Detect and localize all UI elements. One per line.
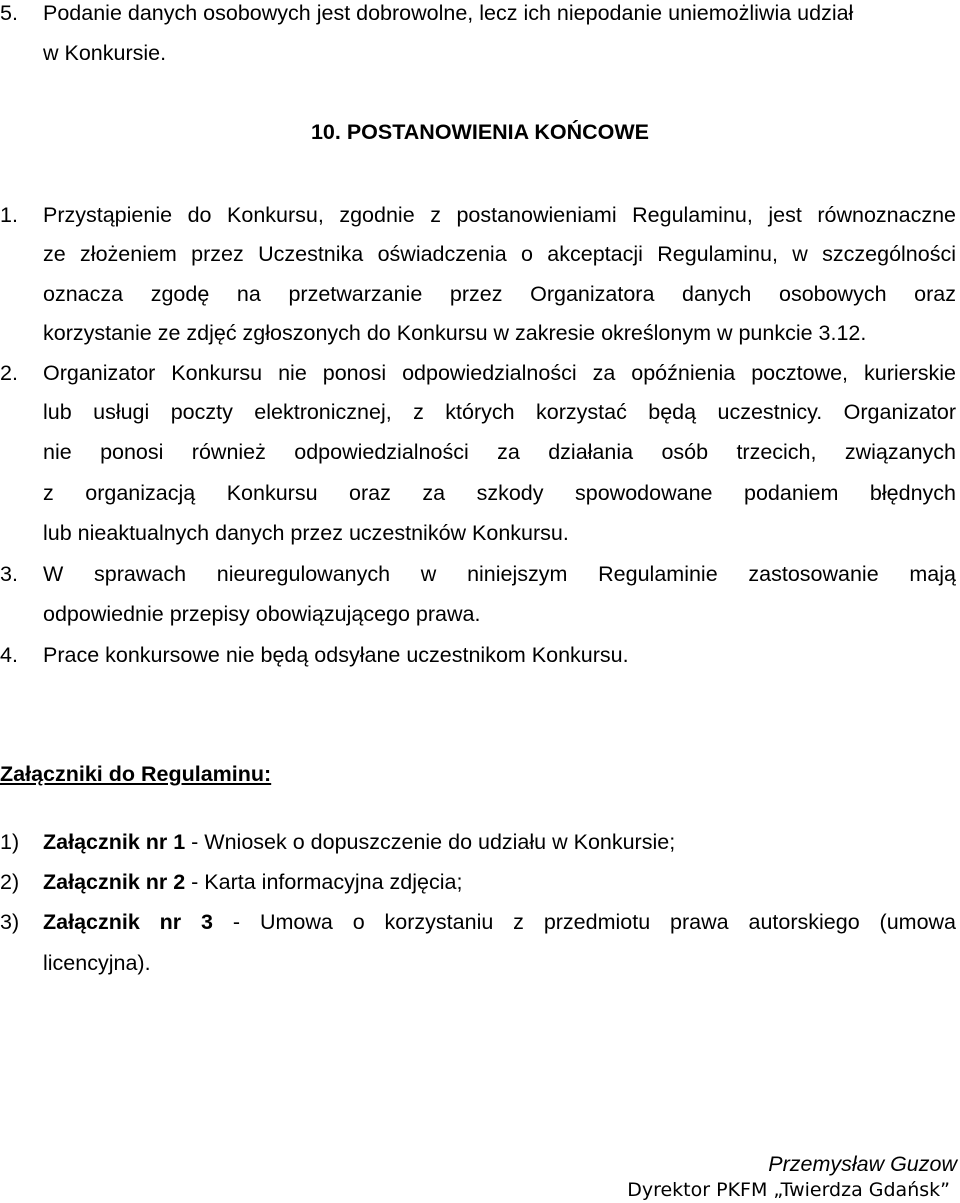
item2-text-line1: Organizator Konkursu nie ponosi odpowiedzialności za opóźnienia pocztowe, kurierskie [43, 361, 956, 385]
item1-text-line3: oznacza zgodę na przetwarzanie przez Organizatora danych osobowych oraz [43, 282, 956, 306]
attachments-heading: Załączniki do Regulaminu: [0, 762, 272, 786]
attachment2-number: 2) [0, 870, 20, 894]
attachment1-body [43, 829, 675, 856]
item3-text-line2: odpowiednie przepisy obowiązującego prawa. [43, 602, 481, 626]
attachment3-text-line2: licencyjna). [43, 951, 151, 975]
item3-text-line1: W sprawach nieuregulowanych w niniejszym Regulaminie zastosowanie mają [43, 562, 956, 586]
item4-text-line1: Prace konkursowe nie będą odsyłane uczestnikom Konkursu. [43, 643, 629, 667]
section5-number: 5. [0, 1, 18, 25]
item3-number: 3. [0, 562, 18, 586]
item2-text-line2: lub usługi poczty elektronicznej, z których korzystać będą uczestnicy. Organizator [43, 400, 956, 424]
item2-text-line4: z organizacją Konkursu oraz za szkody spowodowane podaniem błędnych [43, 481, 956, 505]
attachment1-text: - Wniosek o dopuszczenie do udziału w Konkursie; [185, 830, 676, 854]
attachment3-number: 3) [0, 910, 20, 934]
section10-title: 10. POSTANOWIENIA KOŃCOWE [310, 120, 650, 144]
item1-text-line1: Przystąpienie do Konkursu, zgodnie z postanowieniami Regulaminu, jest równoznaczne [43, 203, 956, 227]
attachment1-label: Załącznik nr 1 [43, 830, 186, 854]
attachment3-label: Załącznik nr 3 [43, 910, 214, 934]
item4-number: 4. [0, 643, 18, 667]
section5-text-line1: Podanie danych osobowych jest dobrowolne, lecz ich niepodanie uniemożliwia udział [43, 1, 854, 25]
section5-text-line2: w Konkursie. [43, 41, 167, 65]
attachment2-text: - Karta informacyjna zdjęcia; [185, 870, 463, 894]
signature-role: Dyrektor PKFM „Twierdza Gdańsk” [627, 1179, 950, 1201]
item1-text-line2: ze złożeniem przez Uczestnika oświadczenia o akceptacji Regulaminu, w szczególności [43, 242, 956, 266]
attachment2-label: Załącznik nr 2 [43, 870, 186, 894]
attachment2-body [43, 869, 462, 896]
attachment1-number: 1) [0, 830, 20, 854]
attachment3-text: - Umowa o korzystaniu z przedmiotu prawa autorskiego (umowa [213, 910, 957, 934]
item1-text-line4: korzystanie ze zdjęć zgłoszonych do Konkursu w zakresie określonym w punkcie 3.12. [43, 321, 867, 345]
item2-text-line3: nie ponosi również odpowiedzialności za działania osób trzecich, związanych [43, 440, 956, 464]
signature-name: Przemysław Guzow [768, 1152, 957, 1176]
attachment3-body [43, 909, 956, 936]
item1-number: 1. [0, 203, 18, 227]
item2-text-line5: lub nieaktualnych danych przez uczestników Konkursu. [43, 521, 569, 545]
item2-number: 2. [0, 361, 18, 385]
